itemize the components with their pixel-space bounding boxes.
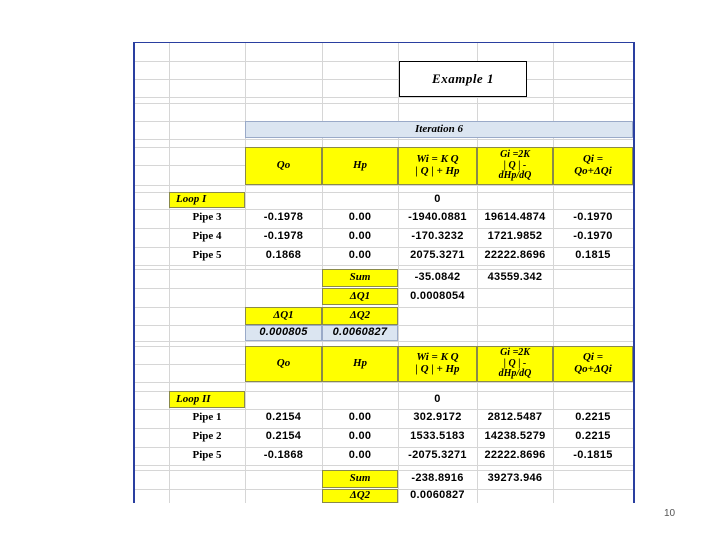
loop1-row3-wi: 2075.3271 — [410, 249, 465, 262]
loop2-row3-pipe: Pipe 5 — [192, 449, 222, 462]
loop1-row1-wi: -1940.0881 — [408, 211, 467, 224]
loop2-row2-pipe: Pipe 2 — [192, 430, 222, 443]
loop1-row2-qo: -0.1978 — [263, 230, 304, 243]
loop2-row1-qi: 0.2215 — [575, 411, 611, 424]
header2-wi-line1: Wi = K Q — [416, 351, 459, 364]
loop1-row2-qi: -0.1970 — [573, 230, 613, 243]
loop2-row2-wi: 1533.5183 — [410, 430, 465, 443]
loop1-row3-qo: 0.1868 — [265, 249, 302, 262]
loop2-row3-qi: -0.1815 — [573, 449, 613, 462]
loop1-row2-gi: 1721.9852 — [487, 230, 543, 243]
loop2-label: Loop II — [169, 391, 245, 408]
correction-dq1-value: 0.000805 — [245, 325, 322, 341]
header-qo: Qo — [245, 147, 322, 185]
loop2-row3-gi: 22222.8696 — [484, 449, 546, 462]
loop1-row1-hp: 0.00 — [348, 211, 372, 224]
loop1-row1-pipe: Pipe 3 — [192, 211, 222, 224]
header-hp: Hp — [322, 147, 398, 185]
loop1-row1-qo: -0.1978 — [263, 211, 304, 224]
header2-qi-line2: Qo+ΔQi — [574, 363, 612, 375]
example-title: Example 1 — [399, 61, 527, 97]
loop1-row3-gi: 22222.8696 — [484, 249, 546, 262]
loop2-row2-qo: 0.2154 — [265, 430, 302, 443]
loop2-row2-qi: 0.2215 — [575, 430, 611, 443]
correction-dq1-label: ΔQ1 — [245, 307, 322, 325]
loop2-dq-label: ΔQ2 — [322, 489, 398, 503]
loop1-sum-wi: -35.0842 — [414, 271, 461, 284]
loop2-row1-pipe: Pipe 1 — [192, 411, 222, 424]
grid-row-line — [135, 185, 633, 186]
loop1-dq-value: 0.0008054 — [410, 289, 465, 302]
grid-row-line — [135, 341, 633, 342]
header2-gi-line2: | Q | - — [503, 357, 527, 369]
header-qi-line1: Qi = — [582, 153, 604, 166]
loop1-row1-gi: 19614.4874 — [484, 211, 546, 224]
loop1-sum-gi: 43559.342 — [487, 271, 543, 284]
loop2-row2-hp: 0.00 — [348, 430, 372, 443]
grid-row-line — [135, 79, 633, 80]
correction-dq2-value: 0.0060827 — [322, 325, 398, 341]
header2-qo: Qo — [245, 346, 322, 382]
grid-row-line — [135, 97, 633, 98]
header-wi — [398, 147, 477, 185]
header2-gi — [477, 346, 553, 382]
grid-row-line — [135, 61, 633, 62]
loop2-sum-wi: -238.8916 — [411, 472, 464, 485]
loop2-row1-hp: 0.00 — [348, 411, 372, 424]
header2-wi — [398, 346, 477, 382]
spreadsheet — [133, 42, 635, 503]
loop1-row3-qi: 0.1815 — [575, 249, 611, 262]
loop2-zero: 0 — [434, 392, 441, 405]
header-gi-line1: Gi =2K — [500, 149, 530, 161]
loop1-row2-hp: 0.00 — [348, 230, 372, 243]
header-qi-line2: Qo+ΔQi — [574, 165, 612, 177]
loop2-row1-gi: 2812.5487 — [487, 411, 543, 424]
grid-row-line — [135, 265, 633, 266]
loop1-row3-pipe: Pipe 5 — [192, 249, 222, 262]
header2-wi-line2: | Q | + Hp — [415, 363, 460, 375]
grid-row-line — [135, 139, 633, 140]
loop2-row3-wi: -2075.3271 — [408, 449, 467, 462]
header-qi — [553, 147, 633, 185]
header-wi-line2: | Q | + Hp — [415, 165, 460, 177]
loop2-row3-qo: -0.1868 — [263, 449, 304, 462]
header2-qi-line1: Qi = — [582, 351, 604, 364]
loop1-row3-hp: 0.00 — [348, 249, 372, 262]
correction-dq2-label: ΔQ2 — [322, 307, 398, 325]
loop1-label: Loop I — [169, 192, 245, 208]
header-gi-line3: dHp/dQ — [498, 170, 532, 182]
header2-qi — [553, 346, 633, 382]
loop1-row2-pipe: Pipe 4 — [192, 230, 222, 243]
loop2-row2-gi: 14238.5279 — [484, 430, 546, 443]
header2-hp: Hp — [322, 346, 398, 382]
loop2-sum-gi: 39273.946 — [487, 472, 543, 485]
header-gi — [477, 147, 553, 185]
loop2-dq-value: 0.0060827 — [410, 489, 465, 502]
loop1-zero: 0 — [434, 193, 441, 206]
header2-gi-line3: dHp/dQ — [498, 368, 532, 380]
loop1-row1-qi: -0.1970 — [573, 211, 613, 224]
loop2-row1-qo: 0.2154 — [265, 411, 302, 424]
loop1-dq-label: ΔQ1 — [322, 288, 398, 305]
header-gi-line2: | Q | - — [503, 159, 527, 171]
grid-row-line — [135, 382, 633, 383]
grid-row-line — [135, 103, 633, 104]
loop2-row3-hp: 0.00 — [348, 449, 372, 462]
iteration-header: Iteration 6 — [245, 121, 633, 138]
header2-gi-line1: Gi =2K — [500, 347, 530, 359]
loop1-sum-label: Sum — [322, 269, 398, 287]
page-number: 10 — [664, 508, 676, 519]
header-wi-line1: Wi = K Q — [416, 153, 459, 166]
grid-row-line — [135, 465, 633, 466]
loop1-row2-wi: -170.3232 — [411, 230, 464, 243]
loop2-sum-label: Sum — [322, 470, 398, 488]
loop2-row1-wi: 302.9172 — [413, 411, 462, 424]
